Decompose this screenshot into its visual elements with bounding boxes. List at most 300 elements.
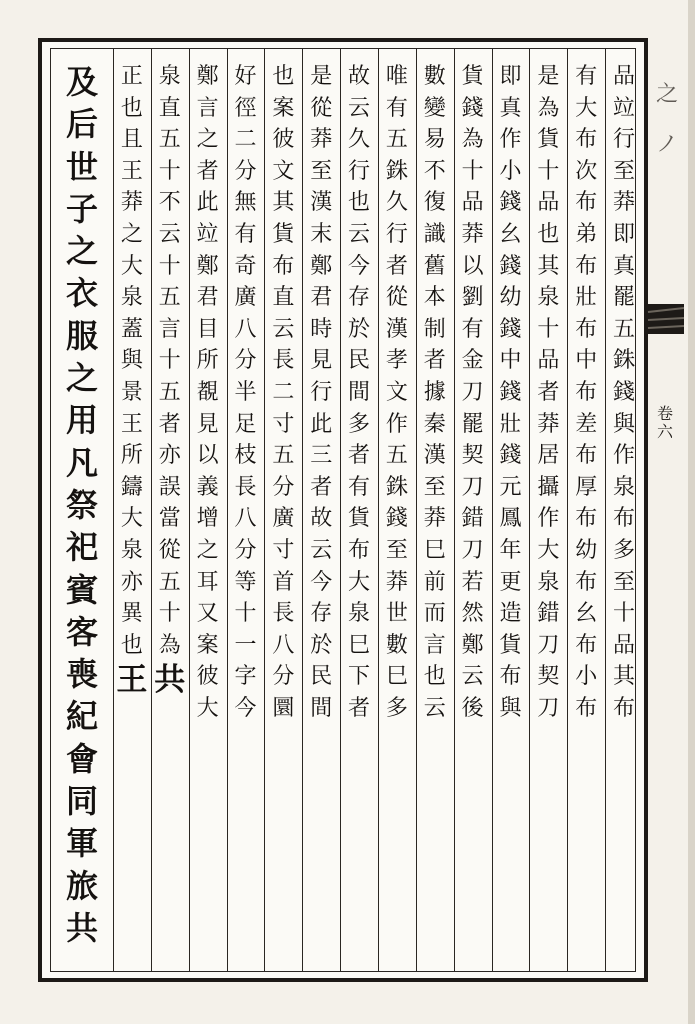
- glyph: 契: [537, 664, 560, 690]
- glyph: 五: [385, 127, 408, 153]
- glyph: 有: [385, 95, 408, 121]
- glyph: 鄭: [196, 64, 219, 89]
- glyph: 之: [120, 221, 143, 247]
- glyph: 其: [272, 190, 295, 216]
- glyph: 也: [537, 221, 560, 247]
- glyph: 攝: [537, 474, 560, 500]
- glyph: 久: [348, 127, 371, 153]
- glyph: 十: [158, 158, 181, 184]
- glyph: 直: [158, 95, 181, 121]
- glyph: 至: [385, 537, 408, 563]
- glyph: 旅: [65, 866, 98, 905]
- glyph: 今: [310, 569, 333, 595]
- glyph: 同: [65, 782, 98, 821]
- glyph: 五: [158, 569, 181, 595]
- glyph: 八: [234, 316, 257, 342]
- glyph: 元: [499, 474, 522, 500]
- commentary-column: [189, 61, 227, 961]
- glyph: 亦: [158, 443, 181, 469]
- glyph: 中: [575, 348, 598, 374]
- glyph: 文: [385, 379, 408, 405]
- glyph: 凡: [65, 443, 98, 482]
- glyph: 分: [272, 664, 295, 690]
- glyph: 八: [234, 506, 257, 532]
- glyph: 行: [385, 221, 408, 247]
- glyph: 從: [310, 95, 333, 121]
- commentary-column: [264, 61, 302, 961]
- glyph: 真: [613, 253, 636, 279]
- glyph: 以: [196, 443, 219, 469]
- glyph: 圜: [272, 695, 295, 721]
- glyph: 五: [385, 443, 408, 469]
- glyph: 即: [613, 221, 636, 247]
- glyph: 泉: [120, 537, 143, 563]
- glyph: 舊: [423, 253, 446, 279]
- glyph: 品: [537, 348, 560, 374]
- glyph: 與: [613, 411, 636, 437]
- glyph: 大: [120, 506, 143, 532]
- glyph: 十: [613, 601, 636, 627]
- glyph: 錢: [499, 379, 522, 405]
- glyph: 文: [272, 158, 295, 184]
- glyph: 喪: [65, 655, 98, 694]
- commentary-column: [340, 61, 378, 961]
- glyph: 若: [461, 569, 484, 595]
- glyph: 壯: [575, 285, 598, 311]
- glyph: 貨: [461, 64, 484, 89]
- glyph: 年: [499, 537, 522, 563]
- text-frame: [38, 38, 648, 982]
- glyph: 錢: [613, 379, 636, 405]
- volume-label: 卷 六: [656, 404, 673, 441]
- glyph: 者: [423, 348, 446, 374]
- glyph: 十: [537, 316, 560, 342]
- glyph: 其: [537, 253, 560, 279]
- glyph: 五: [158, 127, 181, 153]
- glyph: 貨: [537, 127, 560, 153]
- glyph: 布: [575, 127, 598, 153]
- glyph: 大: [120, 253, 143, 279]
- glyph: 王: [120, 158, 143, 184]
- glyph: 世: [65, 147, 98, 186]
- glyph: 言: [196, 95, 219, 121]
- glyph: 鄭: [310, 253, 333, 279]
- glyph: 王: [120, 411, 143, 437]
- glyph: 及: [65, 63, 98, 101]
- glyph: 布: [575, 253, 598, 279]
- glyph: 十: [461, 158, 484, 184]
- glyph: 祭: [65, 485, 98, 524]
- glyph: 民: [310, 664, 333, 690]
- glyph: 錯: [461, 506, 484, 532]
- commentary-column: [567, 61, 605, 961]
- fishtail-mark-icon: [646, 298, 686, 342]
- glyph: 故: [310, 506, 333, 532]
- glyph: 即: [499, 64, 522, 89]
- glyph: 莽: [310, 127, 333, 153]
- glyph: 又: [196, 601, 219, 627]
- glyph: 云: [158, 221, 181, 247]
- glyph: 銖: [385, 474, 408, 500]
- glyph: 幼: [499, 285, 522, 311]
- glyph: 枝: [234, 443, 257, 469]
- glyph: 行: [310, 379, 333, 405]
- glyph: 今: [348, 253, 371, 279]
- glyph: 義: [196, 474, 219, 500]
- glyph: 君: [196, 285, 219, 311]
- glyph: 識: [423, 221, 446, 247]
- glyph: 漢: [385, 316, 408, 342]
- glyph: 五: [613, 316, 636, 342]
- glyph: 莽: [537, 411, 560, 437]
- glyph: 且: [120, 127, 143, 153]
- glyph: 泉: [537, 285, 560, 311]
- glyph: 蓋: [120, 316, 143, 342]
- glyph: 云: [461, 664, 484, 690]
- glyph: 奇: [234, 253, 257, 279]
- glyph: 增: [196, 506, 219, 532]
- glyph: 布: [575, 569, 598, 595]
- glyph: 等: [234, 569, 257, 595]
- column-grid: [50, 48, 636, 972]
- glyph: 變: [423, 95, 446, 121]
- glyph: 巳: [423, 537, 446, 563]
- glyph: 也: [120, 632, 143, 658]
- glyph: 也: [272, 64, 295, 89]
- glyph: 刀: [461, 474, 484, 500]
- glyph: 前: [423, 569, 446, 595]
- glyph: 貨: [272, 221, 295, 247]
- glyph: 二: [272, 379, 295, 405]
- glyph: 小: [575, 664, 598, 690]
- glyph: 足: [234, 411, 257, 437]
- glyph: 云: [423, 695, 446, 721]
- glyph: 也: [120, 95, 143, 121]
- glyph: 十: [234, 601, 257, 627]
- glyph: 直: [272, 285, 295, 311]
- glyph: 錢: [499, 316, 522, 342]
- glyph: 錢: [461, 95, 484, 121]
- glyph: 後: [461, 695, 484, 721]
- glyph: 見: [196, 411, 219, 437]
- glyph: 長: [272, 601, 295, 627]
- glyph: 錯: [537, 601, 560, 627]
- glyph: 誤: [158, 474, 181, 500]
- glyph: 行: [348, 158, 371, 184]
- glyph: 廣: [272, 506, 295, 532]
- glyph: 者: [385, 253, 408, 279]
- glyph: 者: [158, 411, 181, 437]
- glyph: 所: [196, 348, 219, 374]
- glyph: 布: [575, 316, 598, 342]
- glyph: 之: [65, 232, 98, 271]
- glyph: 久: [385, 190, 408, 216]
- glyph: 分: [234, 158, 257, 184]
- glyph: 十: [158, 601, 181, 627]
- glyph: 鑄: [120, 474, 143, 500]
- glyph: 泉: [613, 474, 636, 500]
- glyph: 竝: [196, 221, 219, 247]
- glyph: 錢: [499, 190, 522, 216]
- glyph: 五: [158, 379, 181, 405]
- commentary-column: [416, 61, 454, 961]
- glyph: 存: [348, 285, 371, 311]
- glyph: 刀: [461, 379, 484, 405]
- glyph: 鳳: [499, 506, 522, 532]
- glyph: 服: [65, 316, 98, 355]
- glyph: 至: [310, 158, 333, 184]
- glyph: 有: [234, 221, 257, 247]
- glyph: 八: [272, 632, 295, 658]
- glyph: 無: [234, 190, 257, 216]
- glyph: 莽: [461, 221, 484, 247]
- glyph: 有: [348, 474, 371, 500]
- glyph: 不: [158, 190, 181, 216]
- glyph: 也: [348, 190, 371, 216]
- main-text-continuation: 共: [154, 662, 186, 699]
- glyph: 有: [575, 64, 598, 89]
- glyph: 共: [65, 908, 98, 947]
- glyph: 五: [272, 443, 295, 469]
- glyph: 彼: [196, 664, 219, 690]
- glyph: 布: [348, 537, 371, 563]
- glyph: 造: [499, 601, 522, 627]
- glyph: 衣: [65, 274, 98, 313]
- commentary-column: [227, 61, 265, 961]
- glyph: 好: [234, 64, 257, 89]
- glyph: 會: [65, 739, 98, 778]
- glyph: 幺: [499, 221, 522, 247]
- glyph: 布: [575, 443, 598, 469]
- glyph: 時: [310, 316, 333, 342]
- main-text-continuation: 王: [116, 662, 148, 699]
- glyph: 貨: [499, 632, 522, 658]
- glyph: 秦: [423, 411, 446, 437]
- glyph: 案: [272, 95, 295, 121]
- glyph: 以: [461, 253, 484, 279]
- glyph: 分: [234, 348, 257, 374]
- page-edge: [688, 0, 695, 1024]
- glyph: 者: [310, 474, 333, 500]
- glyph: 分: [234, 537, 257, 563]
- glyph: 賓: [65, 570, 98, 609]
- glyph: 布: [499, 664, 522, 690]
- commentary-column: [113, 61, 151, 961]
- glyph: 十: [537, 158, 560, 184]
- glyph: 與: [499, 695, 522, 721]
- glyph: 十: [158, 253, 181, 279]
- glyph: 布: [575, 632, 598, 658]
- glyph: 莽: [613, 190, 636, 216]
- glyph: 莽: [423, 506, 446, 532]
- glyph: 布: [613, 695, 636, 721]
- glyph: 二: [234, 127, 257, 153]
- glyph: 也: [423, 664, 446, 690]
- glyph: 民: [348, 348, 371, 374]
- glyph: 復: [423, 190, 446, 216]
- glyph: 罷: [461, 411, 484, 437]
- glyph: 布: [613, 506, 636, 532]
- glyph: 目: [196, 316, 219, 342]
- glyph: 中: [499, 348, 522, 374]
- commentary-column: [492, 61, 530, 961]
- commentary-column: [605, 61, 643, 961]
- glyph: 下: [348, 664, 371, 690]
- glyph: 泉: [348, 601, 371, 627]
- glyph: 用: [65, 401, 98, 440]
- glyph: 故: [348, 64, 371, 89]
- commentary-column: [151, 61, 189, 961]
- glyph: 有: [461, 316, 484, 342]
- glyph: 存: [310, 601, 333, 627]
- glyph: 至: [423, 474, 446, 500]
- glyph: 錢: [499, 443, 522, 469]
- glyph: 而: [423, 601, 446, 627]
- glyph: 巳: [385, 664, 408, 690]
- glyph: 劉: [461, 285, 484, 311]
- commentary-column: [302, 61, 340, 961]
- glyph: 者: [196, 158, 219, 184]
- glyph: 作: [499, 127, 522, 153]
- glyph: 多: [348, 411, 371, 437]
- glyph: 真: [499, 95, 522, 121]
- glyph: 言: [423, 632, 446, 658]
- glyph: 此: [196, 190, 219, 216]
- glyph: 弟: [575, 221, 598, 247]
- commentary-column: [454, 61, 492, 961]
- glyph: 者: [348, 443, 371, 469]
- glyph: 莽: [385, 569, 408, 595]
- glyph: 世: [385, 601, 408, 627]
- glyph: 作: [385, 411, 408, 437]
- glyph: 其: [613, 664, 636, 690]
- glyph: 泉: [120, 285, 143, 311]
- glyph: 者: [537, 379, 560, 405]
- glyph: 銖: [613, 348, 636, 374]
- glyph: 五: [158, 285, 181, 311]
- glyph: 布: [575, 506, 598, 532]
- glyph: 是: [310, 64, 333, 89]
- glyph: 不: [423, 158, 446, 184]
- glyph: 唯: [385, 64, 408, 89]
- glyph: 品: [613, 632, 636, 658]
- glyph: 幼: [575, 537, 598, 563]
- glyph: 小: [499, 158, 522, 184]
- glyph: 間: [348, 379, 371, 405]
- glyph: 貨: [348, 506, 371, 532]
- glyph: 字: [234, 664, 257, 690]
- glyph: 差: [575, 411, 598, 437]
- glyph: 軍: [65, 824, 98, 863]
- glyph: 泉: [158, 64, 181, 89]
- glyph: 分: [272, 474, 295, 500]
- glyph: 云: [310, 537, 333, 563]
- glyph: 長: [234, 474, 257, 500]
- glyph: 布: [575, 190, 598, 216]
- glyph: 契: [461, 443, 484, 469]
- glyph: 布: [575, 379, 598, 405]
- glyph: 當: [158, 506, 181, 532]
- glyph: 更: [499, 569, 522, 595]
- glyph: 然: [461, 601, 484, 627]
- glyph: 鄭: [461, 632, 484, 658]
- glyph: 多: [613, 537, 636, 563]
- glyph: 錢: [385, 506, 408, 532]
- glyph: 漢: [423, 443, 446, 469]
- glyph: 至: [613, 569, 636, 595]
- glyph: 者: [348, 695, 371, 721]
- glyph: 長: [272, 348, 295, 374]
- glyph: 正: [120, 64, 143, 89]
- glyph: 廣: [234, 285, 257, 311]
- glyph: 多: [385, 695, 408, 721]
- glyph: 漢: [310, 190, 333, 216]
- glyph: 云: [348, 221, 371, 247]
- glyph: 為: [537, 95, 560, 121]
- cut-margin-text: 之 ノ: [655, 82, 678, 157]
- glyph: 與: [120, 348, 143, 374]
- glyph: 云: [348, 95, 371, 121]
- glyph: 異: [120, 601, 143, 627]
- glyph: 孝: [385, 348, 408, 374]
- glyph: 於: [310, 632, 333, 658]
- glyph: 布: [575, 695, 598, 721]
- glyph: 從: [158, 537, 181, 563]
- glyph: 莽: [120, 190, 143, 216]
- glyph: 為: [158, 632, 181, 658]
- glyph: 寸: [272, 411, 295, 437]
- glyph: 亦: [120, 569, 143, 595]
- glyph: 品: [537, 190, 560, 216]
- glyph: 銖: [385, 158, 408, 184]
- glyph: 是: [537, 64, 560, 89]
- glyph: 罷: [613, 285, 636, 311]
- glyph: 易: [423, 127, 446, 153]
- glyph: 行: [613, 127, 636, 153]
- glyph: 刀: [537, 632, 560, 658]
- glyph: 為: [461, 127, 484, 153]
- glyph: 刀: [461, 537, 484, 563]
- glyph: 數: [385, 632, 408, 658]
- glyph: 大: [575, 95, 598, 121]
- glyph: 所: [120, 443, 143, 469]
- glyph: 制: [423, 316, 446, 342]
- glyph: 錢: [499, 253, 522, 279]
- glyph: 彼: [272, 127, 295, 153]
- commentary-column: [378, 61, 416, 961]
- glyph: 布: [272, 253, 295, 279]
- glyph: 三: [310, 443, 333, 469]
- glyph: 寸: [272, 537, 295, 563]
- glyph: 幺: [575, 601, 598, 627]
- glyph: 子: [65, 189, 98, 228]
- glyph: 次: [575, 158, 598, 184]
- glyph: 言: [158, 316, 181, 342]
- glyph: 數: [423, 64, 446, 89]
- glyph: 刀: [537, 695, 560, 721]
- glyph: 大: [348, 569, 371, 595]
- main-text-column: [51, 61, 113, 961]
- glyph: 君: [310, 285, 333, 311]
- glyph: 之: [196, 537, 219, 563]
- glyph: 作: [537, 506, 560, 532]
- glyph: 間: [310, 695, 333, 721]
- commentary-column: [529, 61, 567, 961]
- glyph: 從: [385, 285, 408, 311]
- glyph: 居: [537, 443, 560, 469]
- glyph: 半: [234, 379, 257, 405]
- glyph: 首: [272, 569, 295, 595]
